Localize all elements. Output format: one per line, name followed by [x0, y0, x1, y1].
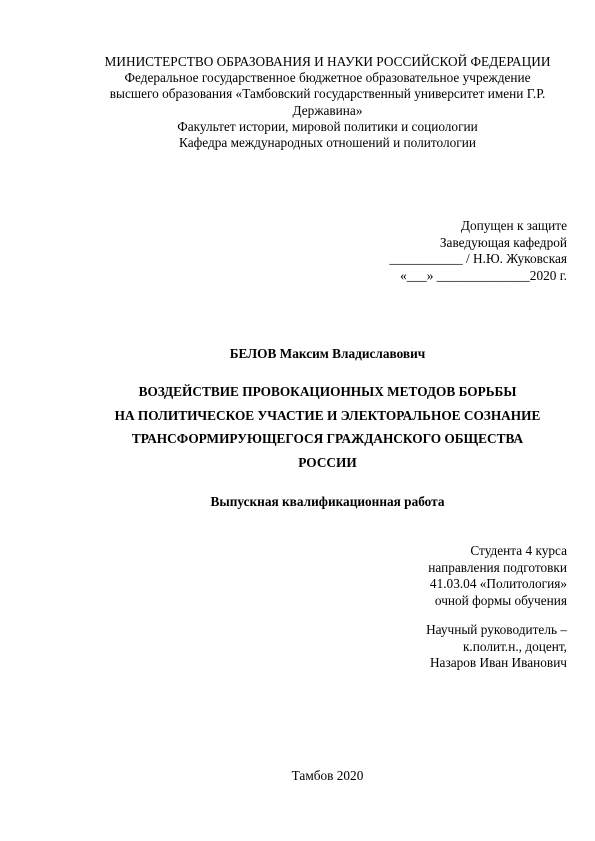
student-line-3: 41.03.04 «Политология» [429, 576, 567, 592]
faculty-name: Факультет истории, мировой политики и социологии [177, 118, 478, 134]
department-name: Кафедра международных отношений и политологии [179, 135, 476, 151]
ministry-name: МИНИСТЕРСТВО ОБРАЗОВАНИЯ И НАУКИ РОССИЙСКОЙ ФЕДЕРАЦИИ [104, 54, 551, 69]
supervisor-line-2: к.полит.н., доцент, [462, 638, 567, 654]
approval-signature-line: ___________ / Н.Ю. Жуковская [389, 251, 567, 267]
title-line-2: НА ПОЛИТИЧЕСКОЕ УЧАСТИЕ И ЭЛЕКТОРАЛЬНОЕ СОЗНАНИЕ [114, 407, 541, 423]
approval-line-2: Заведующая кафедрой [439, 234, 567, 250]
thesis-title [60, 380, 595, 474]
student-line-2: направления подготовки [428, 559, 567, 575]
author-name: БЕЛОВ Максим Владиславович [229, 346, 426, 361]
approval-block [390, 218, 567, 284]
title-line-3: ТРАНСФОРМИРУЮЩЕГОСЯ ГРАЖДАНСКОГО ОБЩЕСТВА [131, 431, 524, 446]
institution-line-2: высшего образования «Тамбовский государственный университет имени Г.Р. [109, 86, 546, 102]
approval-date-line: «___» ______________2020 г. [400, 267, 567, 283]
title-line-1: ВОЗДЕЙСТВИЕ ПРОВОКАЦИОННЫХ МЕТОДОВ БОРЬБЫ [138, 384, 517, 399]
student-line-1: Студента 4 курса [470, 543, 567, 558]
work-type: Выпускная квалификационная работа [210, 494, 445, 509]
institution-line-1: Федеральное государственное бюджетное образовательное учреждение [124, 70, 531, 86]
institution-header [60, 54, 595, 151]
student-line-4: очной формы обучения [434, 592, 567, 608]
title-line-4: РОССИИ [298, 454, 357, 470]
supervisor-line-3: Назаров Иван Иванович [429, 655, 567, 671]
student-block [428, 543, 567, 609]
city-year: Тамбов 2020 [291, 768, 364, 783]
institution-line-3: Державина» [292, 102, 363, 118]
approval-line-1: Допущен к защите [460, 218, 567, 233]
supervisor-line-1: Научный руководитель – [426, 622, 567, 637]
supervisor-block [426, 622, 567, 672]
